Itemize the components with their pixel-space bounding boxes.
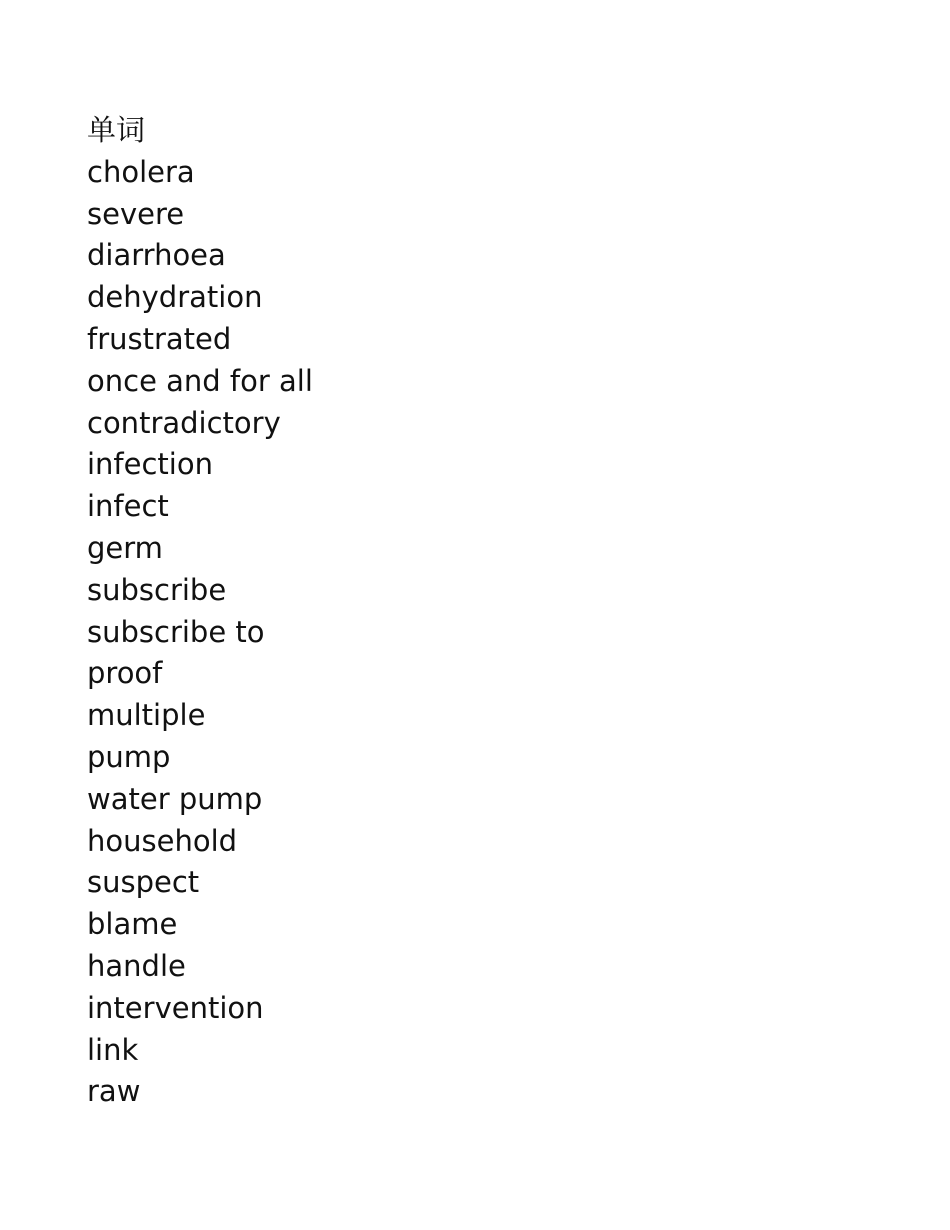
list-item: frustrated — [87, 321, 232, 356]
list-item: contradictory — [87, 405, 281, 440]
list-item: subscribe — [87, 572, 227, 607]
list-heading: 单词 — [87, 113, 146, 147]
list-item: severe — [87, 196, 185, 231]
list-item: once and for all — [87, 363, 313, 398]
list-item: raw — [87, 1074, 141, 1109]
list-item: household — [87, 823, 238, 858]
list-item: link — [87, 1032, 139, 1067]
list-item: handle — [87, 948, 186, 983]
list-item: infect — [87, 489, 169, 524]
list-item: blame — [87, 907, 178, 942]
list-item: cholera — [87, 154, 195, 189]
list-item: infection — [87, 447, 213, 482]
list-item: pump — [87, 739, 171, 774]
list-item: germ — [87, 530, 163, 565]
list-item: subscribe to — [87, 614, 265, 649]
list-item: suspect — [87, 865, 200, 900]
list-item: dehydration — [87, 280, 263, 315]
list-item: diarrhoea — [87, 238, 226, 273]
list-item: water pump — [87, 781, 263, 816]
list-item: proof — [87, 656, 163, 691]
list-item: multiple — [87, 698, 206, 733]
list-item: intervention — [87, 990, 264, 1025]
vocabulary-list — [87, 110, 313, 1113]
